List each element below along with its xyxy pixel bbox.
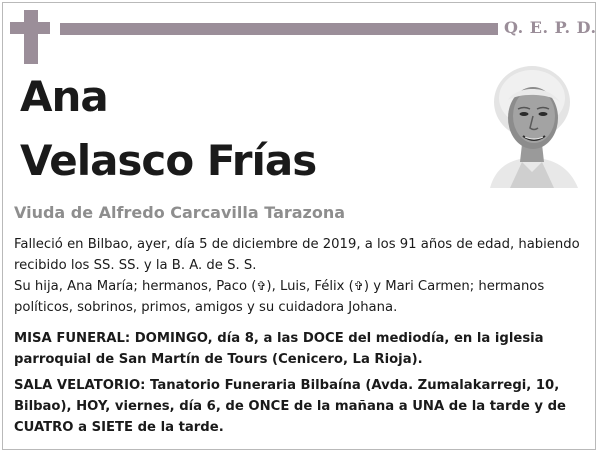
family-text-part-1: Su hija, Ana María; hermanos, Paco ( [14, 279, 257, 294]
widow-of-line: Viuda de Alfredo Carcavilla Tarazona [14, 203, 346, 222]
portrait-illustration [482, 58, 582, 188]
cross-icon: ✞ [256, 279, 267, 293]
deceased-surnames: Velasco Frías [20, 136, 317, 185]
family-text [14, 276, 586, 318]
family-text-part-3: ) y Mari Carmen; hermanos políticos, sobrinos, primos, amigos y su cuidadora Johana. [14, 279, 545, 315]
cross-icon: ✞ [353, 279, 364, 293]
funeral-mass-text: MISA FUNERAL: DOMINGO, día 8, a las DOCE del mediodía, en la iglesia parroquial de San Martín de Tours (Cenicero, La Rioja). [14, 331, 544, 367]
deceased-first-name: Ana [20, 72, 108, 121]
family-text-part-2: ), Luis, Félix ( [266, 279, 354, 294]
death-notice-text: Falleció en Bilbao, ayer, día 5 de diciembre de 2019, a los 91 años de edad, habiendo recibido los SS. SS. y la B. A. de S. S. [14, 237, 580, 273]
qepd-label: Q. E. P. D. [504, 18, 597, 37]
cross-icon-horizontal [10, 22, 50, 34]
cross-icon-vertical [24, 10, 38, 64]
deceased-portrait [482, 58, 582, 188]
header-rule [60, 23, 498, 35]
wake-room-text: SALA VELATORIO: Tanatorio Funeraria Bilbaína (Avda. Zumalakarregi, 10, Bilbao), HOY, viernes, día 6, de ONCE de la mañana a UNA de la tarde y de CUATRO a SIETE de la tarde. [14, 378, 566, 435]
